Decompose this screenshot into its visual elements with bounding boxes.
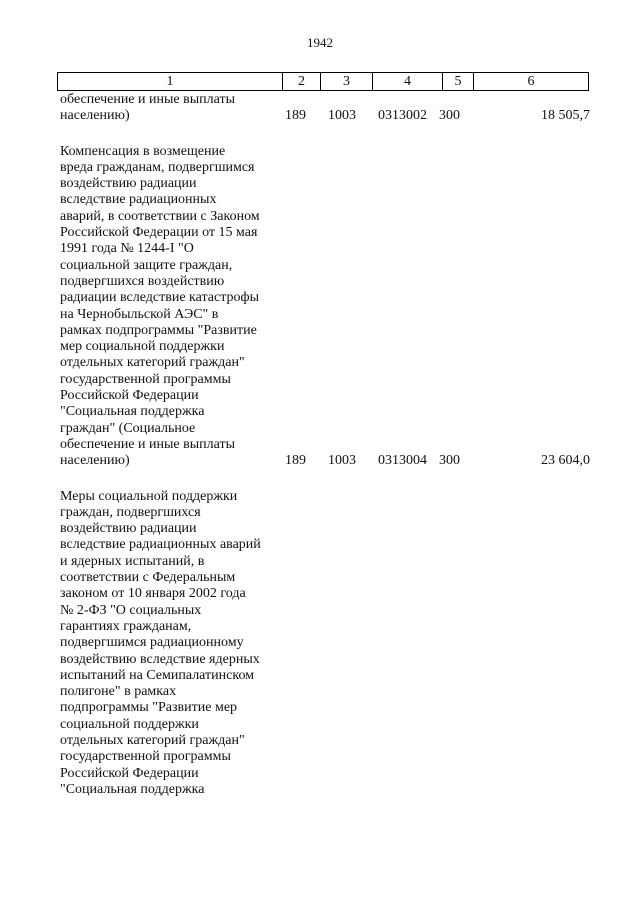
col-header-3: 3: [321, 73, 373, 91]
col-header-5: 5: [443, 73, 474, 91]
description-line: вследствие радиационных аварий: [60, 537, 261, 553]
description-line: Меры социальной поддержки: [60, 488, 238, 504]
section-code: 1003: [328, 108, 356, 124]
description-line: воздействию радиации: [60, 521, 197, 537]
target-item-code: 0313002: [378, 108, 427, 124]
col-header-1: 1: [58, 73, 283, 91]
description-line: и ядерных испытаний, в: [60, 553, 205, 569]
description-line: воздействию радиации: [60, 176, 197, 192]
description-line: отдельных категорий граждан": [60, 732, 245, 748]
description-line: Российской Федерации: [60, 765, 199, 781]
table-row: [60, 489, 590, 799]
description-line: государственной программы: [60, 749, 231, 765]
description-line: № 2-ФЗ "О социальных: [60, 602, 202, 618]
description-line: граждан" (Социальное: [60, 420, 196, 436]
description-line: Российской Федерации: [60, 388, 199, 404]
row-description: [60, 144, 275, 470]
col-header-6: 6: [474, 73, 589, 91]
description-line: социальной поддержки: [60, 716, 199, 732]
description-line: соответствии с Федеральным: [60, 570, 236, 586]
col-header-2: 2: [283, 73, 321, 91]
description-line: государственной программы: [60, 371, 231, 387]
col-header-4: 4: [373, 73, 443, 91]
row-description: [60, 489, 275, 799]
description-line: подвергшихся воздействию: [60, 273, 225, 289]
description-line: Российской Федерации от 15 мая: [60, 225, 258, 241]
description-line: населению): [60, 108, 130, 124]
description-line: законом от 10 января 2002 года: [60, 586, 246, 602]
section-code: 1003: [328, 453, 356, 469]
expense-type-code: 300: [439, 108, 460, 124]
description-line: 1991 года № 1244-I "О: [60, 241, 194, 257]
description-line: населению): [60, 453, 130, 469]
column-header-table: [57, 72, 589, 91]
description-line: обеспечение и иные выплаты: [60, 92, 235, 107]
description-line: радиации вследствие катастрофы: [60, 290, 259, 306]
description-line: "Социальная поддержка: [60, 404, 205, 420]
ministry-code: 189: [285, 108, 306, 124]
amount: 18 505,7: [541, 108, 590, 124]
description-line: на Чернобыльской АЭС" в: [60, 306, 219, 322]
amount: 23 604,0: [541, 453, 590, 469]
description-line: гарантиях гражданам,: [60, 618, 192, 634]
description-line: испытаний на Семипалатинском: [60, 667, 255, 683]
description-line: рамках подпрограммы "Развитие: [60, 322, 257, 338]
table-row: [60, 92, 590, 125]
description-line: подвергшимся радиационному: [60, 635, 244, 651]
description-line: отдельных категорий граждан": [60, 355, 245, 371]
description-line: подпрограммы "Развитие мер: [60, 700, 238, 716]
description-line: обеспечение и иные выплаты: [60, 436, 235, 452]
budget-rows: [60, 92, 590, 798]
description-line: социальной защите граждан,: [60, 257, 233, 273]
description-line: "Социальная поддержка: [60, 781, 205, 797]
description-line: граждан, подвергшихся: [60, 504, 201, 520]
table-row: [60, 144, 590, 470]
description-line: воздействию вследствие ядерных: [60, 651, 260, 667]
description-line: вреда гражданам, подвергшимся: [60, 159, 255, 175]
description-line: полигоне" в рамках: [60, 684, 177, 700]
description-line: аварий, в соответствии с Законом: [60, 208, 260, 224]
target-item-code: 0313004: [378, 453, 427, 469]
page-number: 1942: [307, 35, 333, 50]
description-line: Компенсация в возмещение: [60, 143, 226, 159]
description-line: вследствие радиационных: [60, 192, 217, 208]
ministry-code: 189: [285, 453, 306, 469]
expense-type-code: 300: [439, 453, 460, 469]
description-line: мер социальной поддержки: [60, 339, 225, 355]
